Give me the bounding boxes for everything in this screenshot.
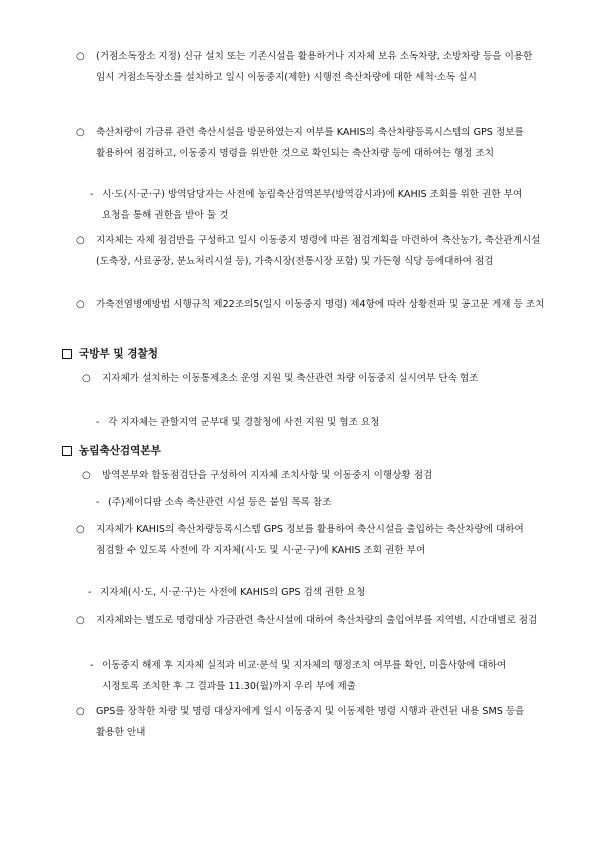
sub-item-gps-search-request — [88, 582, 546, 603]
bullet-text: GPS를 장착한 차량 및 명령 대상자에게 일시 이동중지 및 이동제한 명령 시행과 관련된 내용 SMS 등을 활용한 안내 — [96, 706, 525, 738]
section-heading-quarantine-agency — [62, 443, 161, 459]
bullet-text: 가축전염병예방법 시행규칙 제22조의5(일시 이동중지 명령) 제4항에 따라 상황전파 및 공고문 게재 등 조치 — [96, 299, 545, 310]
bullet-item-public-notice — [76, 294, 546, 315]
bullet-text: 지자체는 자체 점검반을 구성하고 일시 이동중지 명령에 따른 점검계획을 마련하여 축산농가, 축산관계시설(도축장, 사료공장, 분뇨처리시설 등), 가축시장(전통시장 포함) 및 가든형 식당 등에대하여 점검 — [96, 235, 541, 267]
bullet-text: (거점소독장소 지정) 신규 설치 또는 기존시설을 활용하거나 지자체 보유 소독차량, 소방차량 등을 이용한 임시 거점소독장소를 설치하고 일시 이동중지(제한) 시행전 축산차량에 대한 세척·소독 실시 — [96, 51, 533, 83]
dash-marker: - — [96, 497, 100, 508]
bullet-text: 지자체가 설치하는 이동통제초소 운영 지원 및 축산관련 차량 이동중지 실시여부 단속 협조 — [102, 373, 479, 384]
sub-item-facility-list — [96, 492, 546, 513]
bullet-text: 축산차량이 가금류 관련 축산시설을 방문하였는지 여부를 KAHIS의 축산차량등록시스템의 GPS 정보를 활용하여 점검하고, 이동중지 명령을 위반한 것으로 확인되는 축산차량 등에 대하여는 행정 조치 — [96, 127, 524, 159]
circle-bullet-icon: ○ — [82, 373, 91, 384]
sub-item-text: 각 지자체는 관할지역 군부대 및 경찰청에 사전 지원 및 협조 요청 — [108, 417, 380, 428]
section-heading-text: 국방부 및 경찰청 — [79, 348, 159, 360]
bullet-item-local-inspection — [76, 230, 546, 272]
bullet-item-kahis-gps-check — [76, 122, 546, 164]
sub-item-text: 지자체(시·도, 시·군·구)는 사전에 KAHIS의 GPS 검색 권한 요청 — [100, 587, 366, 598]
circle-bullet-icon: ○ — [76, 524, 85, 535]
circle-bullet-icon: ○ — [76, 615, 85, 626]
section-heading-defense-police — [62, 346, 158, 362]
dash-marker: - — [96, 417, 100, 428]
square-bullet-icon — [62, 349, 72, 359]
section-heading-text: 농림축산검역본부 — [79, 445, 161, 457]
bullet-item-temporary-disinfection-site — [76, 46, 546, 88]
dash-marker: - — [88, 587, 92, 598]
circle-bullet-icon: ○ — [76, 299, 85, 310]
circle-bullet-icon: ○ — [76, 127, 85, 138]
bullet-item-checkpoint-support — [82, 368, 546, 389]
circle-bullet-icon: ○ — [76, 706, 85, 717]
circle-bullet-icon: ○ — [82, 470, 91, 481]
bullet-item-separate-inspection — [76, 610, 546, 631]
bullet-text: 지자체와는 별도로 명령대상 가금관련 축산시설에 대하여 축산차량의 출입여부를 지역별, 시간대별로 점검 — [96, 615, 538, 626]
bullet-item-joint-inspection — [82, 465, 546, 486]
sub-item-text: 시·도(시·군·구) 방역담당자는 사전에 농림축산검역본부(방역감시과)에 KAHIS 조회를 위한 권한 부여 요청을 통해 권한을 받아 둘 것 — [102, 189, 523, 221]
circle-bullet-icon: ○ — [76, 51, 85, 62]
sub-item-kahis-permission — [90, 184, 546, 226]
dash-marker: - — [90, 189, 94, 200]
square-bullet-icon — [62, 446, 72, 456]
bullet-item-kahis-access-grant — [76, 519, 546, 561]
bullet-item-sms-notice — [76, 701, 546, 743]
sub-item-text: (주)제이디팜 소속 축산관련 시설 등은 붙임 목록 참조 — [108, 497, 332, 508]
bullet-text: 방역본부와 합동점검단을 구성하여 지자체 조치사항 및 이동중지 이행상황 점검 — [102, 470, 433, 481]
circle-bullet-icon: ○ — [76, 235, 85, 246]
bullet-text: 지자체가 KAHIS의 축산차량등록시스템 GPS 정보를 활용하여 축산시설을 출입하는 축산차량에 대하여 점검할 수 있도록 사전에 각 지자체(시·도 및 시·군·구)에 KAHIS 조회 권한 부여 — [96, 524, 524, 556]
sub-item-text: 이동중지 해제 후 지자체 실적과 비교·분석 및 지자체의 행정조치 여부를 확인, 미흡사항에 대하여 시정토록 조치한 후 그 결과를 11.30(월)까지 우리 부에 제출 — [102, 660, 507, 692]
sub-item-cooperation-request — [96, 412, 546, 433]
sub-item-result-submission — [90, 655, 546, 697]
dash-marker: - — [90, 660, 94, 671]
